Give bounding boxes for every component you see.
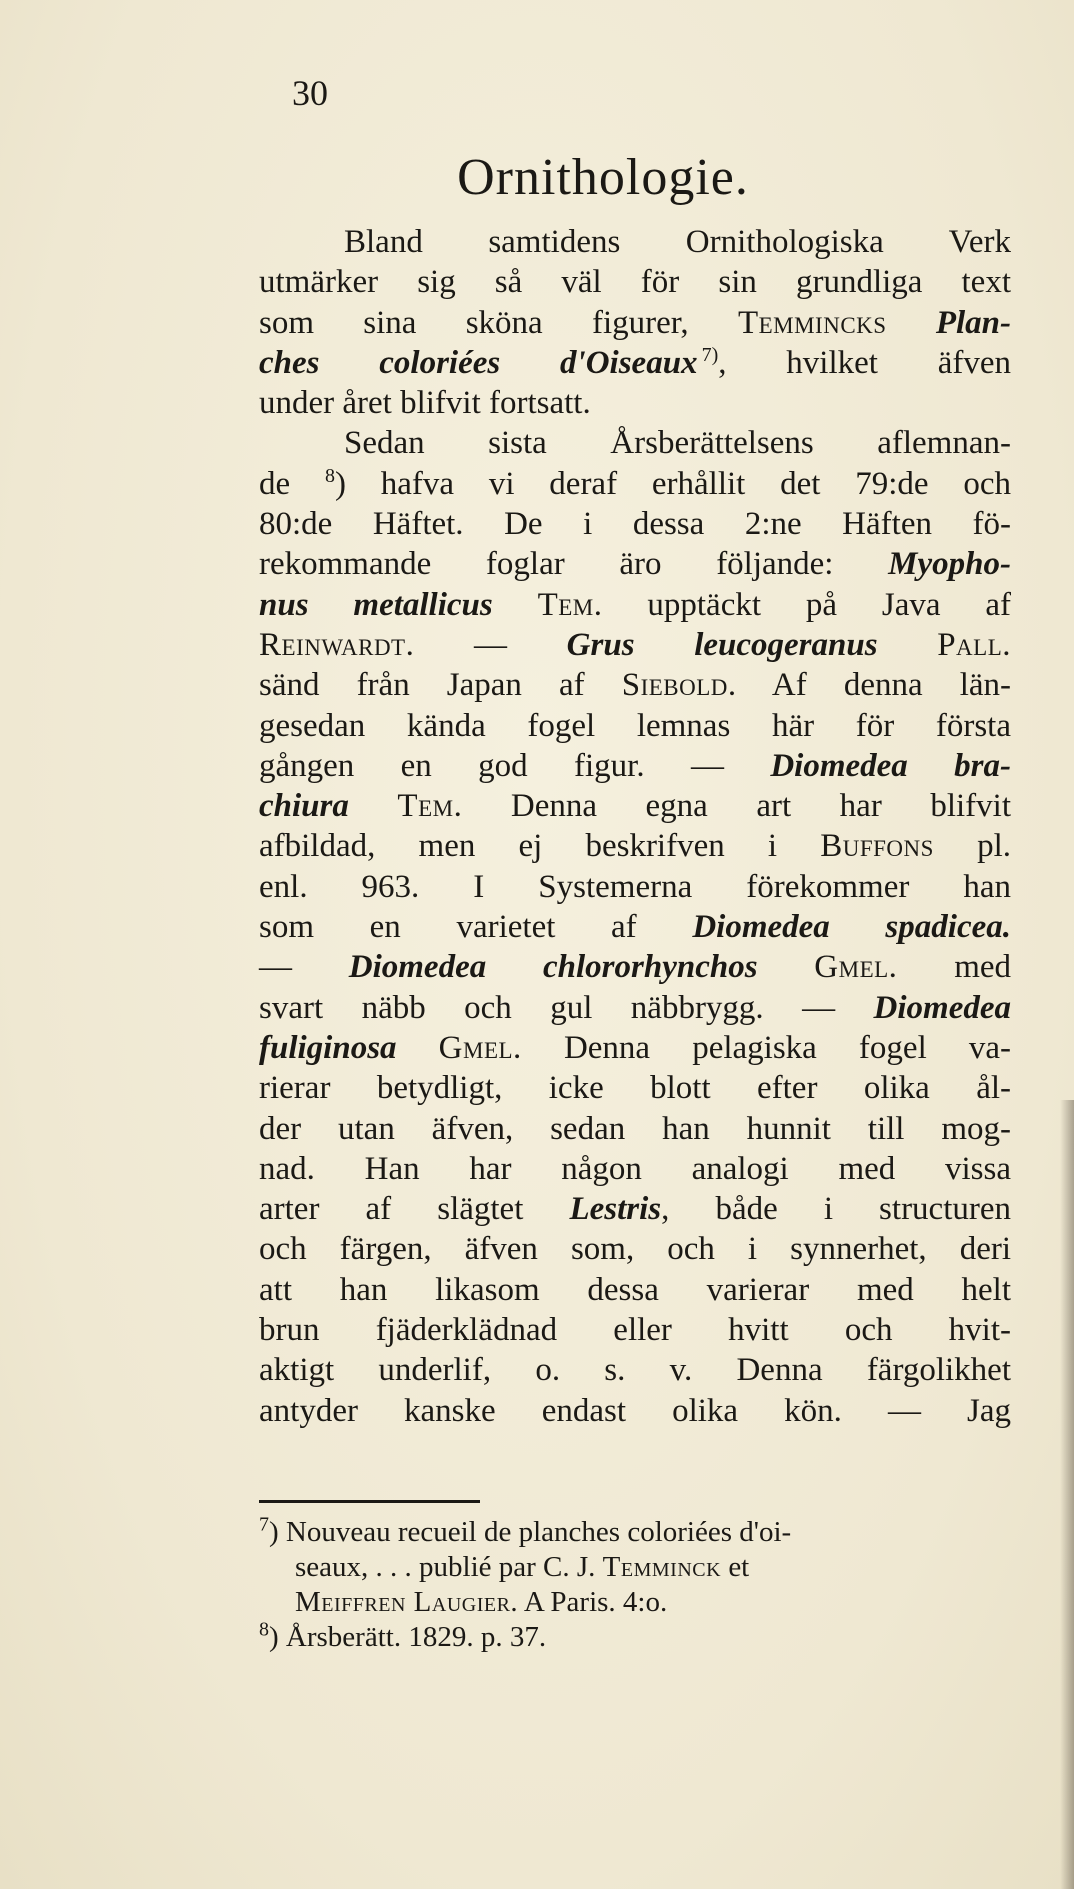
- section-heading: Ornithologie.: [457, 149, 749, 206]
- species-name: Diomedea spadicea.: [692, 909, 1011, 946]
- text-line: fuliginosa Gmel. Denna pelagiska fogel va-: [259, 1029, 1011, 1066]
- page-edge-shadow: [1060, 1100, 1074, 1889]
- author-name: Temmincks: [737, 304, 887, 341]
- text-line: svart näbb och gul näbbrygg. — Diomedea: [259, 989, 1011, 1026]
- text-line: som sina sköna figurer, Temmincks Plan-: [259, 304, 1011, 341]
- body-text: [259, 222, 1011, 1431]
- footnote-marker: 8: [259, 1618, 269, 1641]
- footnote-line: $^8$) Årsberätt. 1829. p. 37.: [259, 1618, 547, 1653]
- species-name: chiura: [259, 788, 349, 825]
- text-line: utmärker sig så väl för sin grundliga text: [259, 264, 1011, 301]
- text-line: 80:de Häftet. De i dessa 2:ne Häften fö-: [259, 506, 1011, 543]
- text-line: Bland samtidens Ornithologiska Verk: [344, 224, 1011, 260]
- text-line: rierar betydligt, icke blott efter olika ål-: [259, 1070, 1011, 1107]
- text-line: rekommande foglar äro följande: Myopho-: [259, 546, 1011, 583]
- genus-name: Lestris: [569, 1191, 662, 1228]
- species-name: Diomedea: [873, 989, 1011, 1026]
- text-line: ches coloriées d'Oiseaux $^{7)}$, hvilket äfven: [259, 343, 1011, 381]
- footnote-line: Meiffren Laugier. A Paris. 4:o.: [295, 1586, 668, 1618]
- species-name: Grus leucogeranus: [566, 626, 878, 663]
- text-line: att han likasom dessa varierar med helt: [259, 1271, 1011, 1308]
- text-line: der utan äfven, sedan han hunnit till mog-: [259, 1110, 1011, 1147]
- footnote-line: seaux, . . . publié par C. J. Temminck et: [295, 1551, 750, 1583]
- text-line: chiura Tem. Denna egna art har blifvit: [259, 788, 1011, 825]
- text-line: antyder kanske endast olika kön. — Jag: [259, 1392, 1011, 1429]
- author-name: Reinwardt.: [259, 626, 415, 663]
- text-line: aktigt underlif, o. s. v. Denna färgolikhet: [259, 1352, 1011, 1389]
- page-number: 30: [292, 73, 328, 113]
- author-name: Siebold.: [621, 667, 737, 704]
- text-line: — Diomedea chlororhynchos Gmel. med: [259, 949, 1012, 986]
- footnote-ref: 8: [324, 464, 335, 487]
- text-line: Sedan sista Årsberättelsens aflemnan-: [344, 425, 1011, 462]
- text-line: under året blifvit fortsatt.: [259, 385, 591, 422]
- species-name: Myopho-: [888, 546, 1011, 583]
- text-line: de $^8$) hafva vi deraf erhållit det 79:de och: [259, 464, 1011, 502]
- text-line: sänd från Japan af Siebold. Af denna län-: [259, 667, 1012, 704]
- footnote-marker: 7: [259, 1513, 269, 1536]
- footnote-divider: [259, 1500, 480, 1503]
- text-line: gesedan kända fogel lemnas här för första: [259, 707, 1011, 744]
- text-line: Reinwardt. — Grus leucogeranus Pall.: [259, 626, 1012, 663]
- text-line: som en varietet af Diomedea spadicea.: [259, 909, 1011, 946]
- text-line: afbildad, men ej beskrifven i Buffons pl.: [259, 828, 1012, 865]
- footnote-line: $^7$) Nouveau recueil de planches coloriées d'oi-: [259, 1513, 792, 1548]
- species-name: Diomedea bra-: [770, 747, 1011, 784]
- text-line: gången en god figur. — Diomedea bra-: [259, 747, 1011, 784]
- text-line: brun fjäderklädnad eller hvitt och hvit-: [259, 1312, 1011, 1349]
- text-line: och färgen, äfven som, och i synnerhet, deri: [259, 1231, 1011, 1268]
- footnote-ref: 7: [701, 343, 712, 366]
- species-name: nus metallicus: [259, 586, 493, 623]
- text-line: nad. Han har någon analogi med vissa: [259, 1150, 1011, 1187]
- author-name: Buffons: [820, 828, 934, 865]
- text-line: enl. 963. I Systemerna förekommer han: [259, 868, 1011, 905]
- species-name: Diomedea chlororhynchos: [348, 949, 758, 986]
- text-line: nus metallicus Tem. upptäckt på Java af: [259, 586, 1011, 623]
- species-name: fuliginosa: [259, 1029, 397, 1066]
- text-line: arter af slägtet Lestris, både i structuren: [259, 1191, 1012, 1228]
- footnotes: [259, 1515, 1011, 1655]
